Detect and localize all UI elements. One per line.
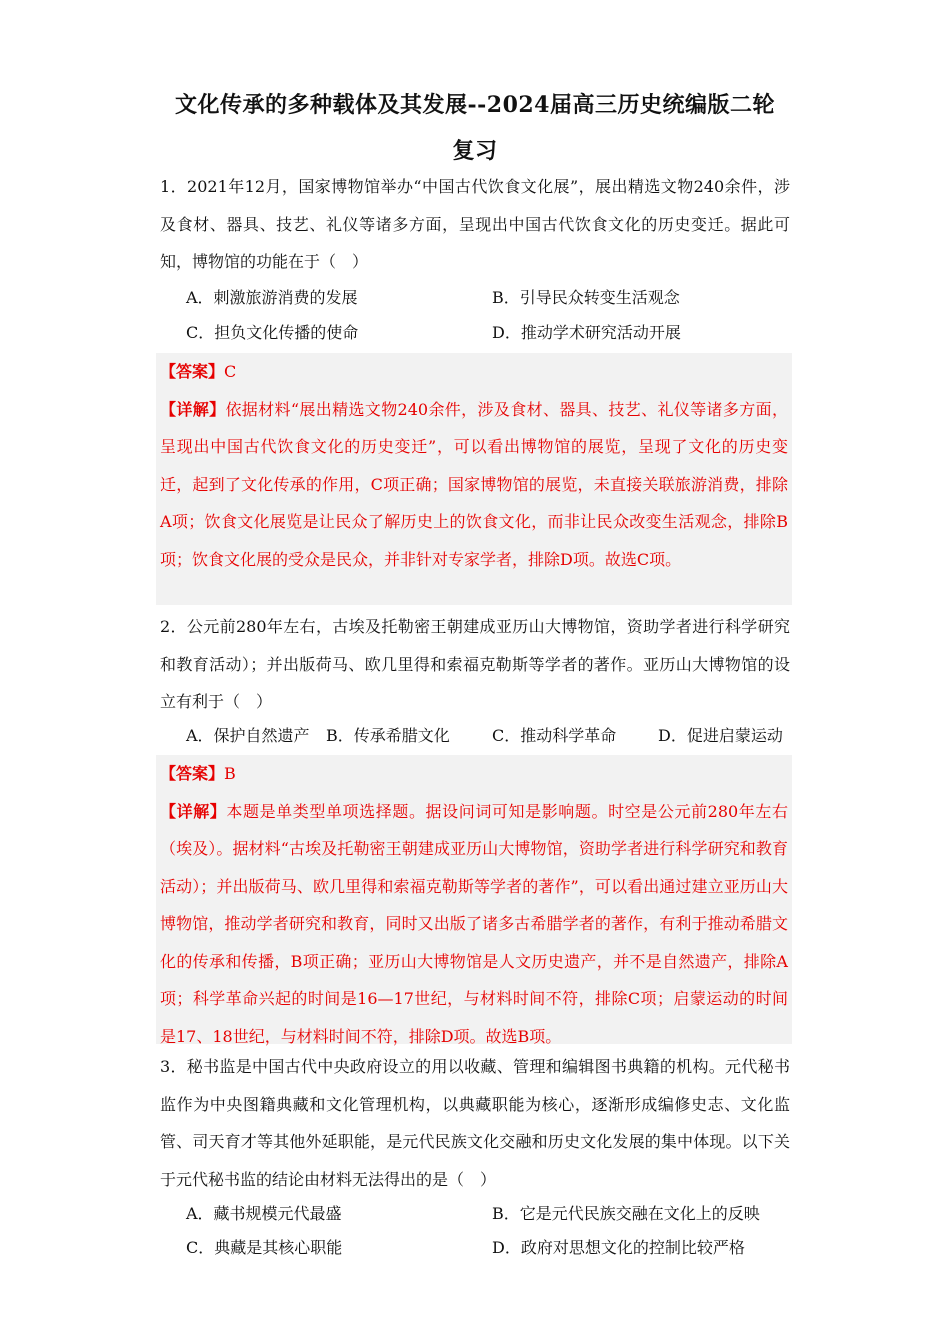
question-3-option-d: D．政府对思想文化的控制比较严格 [492,1238,745,1257]
question-2-option-c: C．推动科学革命 [492,726,617,745]
question-2-detail [156,793,792,1056]
page-title-line2: 复习 [452,138,498,164]
answer-tag: 【答案】 [160,362,225,381]
answer-value: C [224,362,237,381]
question-3-option-c: C．典藏是其核心职能 [186,1238,343,1257]
question-1-answer-block [156,353,792,605]
detail-text: 本题是单类型单项选择题。据设问词可知是影响题。时空是公元前280年左右（埃及）。据材料“古埃及托勒密王朝建成亚历山大博物馆，资助学者进行科学研究和教育活动）；并出版荷马、欧几里得和索福克勒斯等学者的著作”，可以看出通过建立亚历山大博物馆，推动学者研究和教育，同时又出版了诸多古希腊学者的著作，有利于推动希腊文化的传承和传播，B项正确；亚历山大博物馆是人文历史遗产，并不是自然遗产，排除A项；科学革命兴起的时间是16—17世纪，与材料时间不符，排除C项；启蒙运动的时间是17、18世纪，与材料时间不符，排除D项。故选B项。 [160,801,788,1046]
question-1-option-d: D．推动学术研究活动开展 [492,323,681,342]
page-title: 文化传承的多种载体及其发展--2024届高三历史统编版二轮 [175,92,775,118]
question-3-option-b: B．它是元代民族交融在文化上的反映 [492,1204,760,1223]
question-2-answer [156,755,792,793]
question-1-option-a: A．刺激旅游消费的发展 [186,288,358,307]
question-1-detail [156,391,792,579]
question-3-option-a: A．藏书规模元代最盛 [186,1204,342,1223]
question-1-answer [156,353,792,391]
question-1-option-b: B．引导民众转变生活观念 [492,288,680,307]
question-2-option-a: A．保护自然遗产 [186,726,310,745]
answer-tag: 【答案】 [160,764,225,783]
question-2-option-b: B．传承希腊文化 [326,726,450,745]
detail-tag: 【详解】 [160,399,226,419]
question-1-stem: 1．2021年12月，国家博物馆举办“中国古代饮食文化展”，展出精选文物240余件，涉及食材、器具、技艺、礼仪等诸多方面，呈现出中国古代饮食文化的历史变迁。据此可知，博物馆的功能在于（ ） [160,177,790,271]
question-3-stem: 3．秘书监是中国古代中央政府设立的用以收藏、管理和编辑图书典籍的机构。元代秘书监作为中央图籍典藏和文化管理机构，以典藏职能为核心，逐渐形成编修史志、文化监管、司天育才等其他外延职能，是元代民族文化交融和历史文化发展的集中体现。以下关于元代秘书监的结论由材料无法得出的是（ ） [160,1057,790,1189]
question-2-answer-block [156,755,792,1044]
answer-value: B [224,764,236,783]
detail-tag: 【详解】 [160,801,227,821]
question-2-option-d: D．促进启蒙运动 [658,726,783,745]
question-2-stem: 2．公元前280年左右，古埃及托勒密王朝建成亚历山大博物馆，资助学者进行科学研究和教育活动）；并出版荷马、欧几里得和索福克勒斯等学者的著作。亚历山大博物馆的设立有利于（ ） [160,617,790,711]
detail-text: 依据材料“展出精选文物240余件，涉及食材、器具、技艺、礼仪等诸多方面，呈现出中国古代饮食文化的历史变迁”，可以看出博物馆的展览，呈现了文化的历史变迁，起到了文化传承的作用，C项正确；国家博物馆的展览，未直接关联旅游消费，排除A项；饮食文化展览是让民众了解历史上的饮食文化，而非让民众改变生活观念，排除B项；饮食文化展的受众是民众，并非针对专家学者，排除D项。故选C项。 [160,399,788,569]
question-1-option-c: C．担负文化传播的使命 [186,323,359,342]
